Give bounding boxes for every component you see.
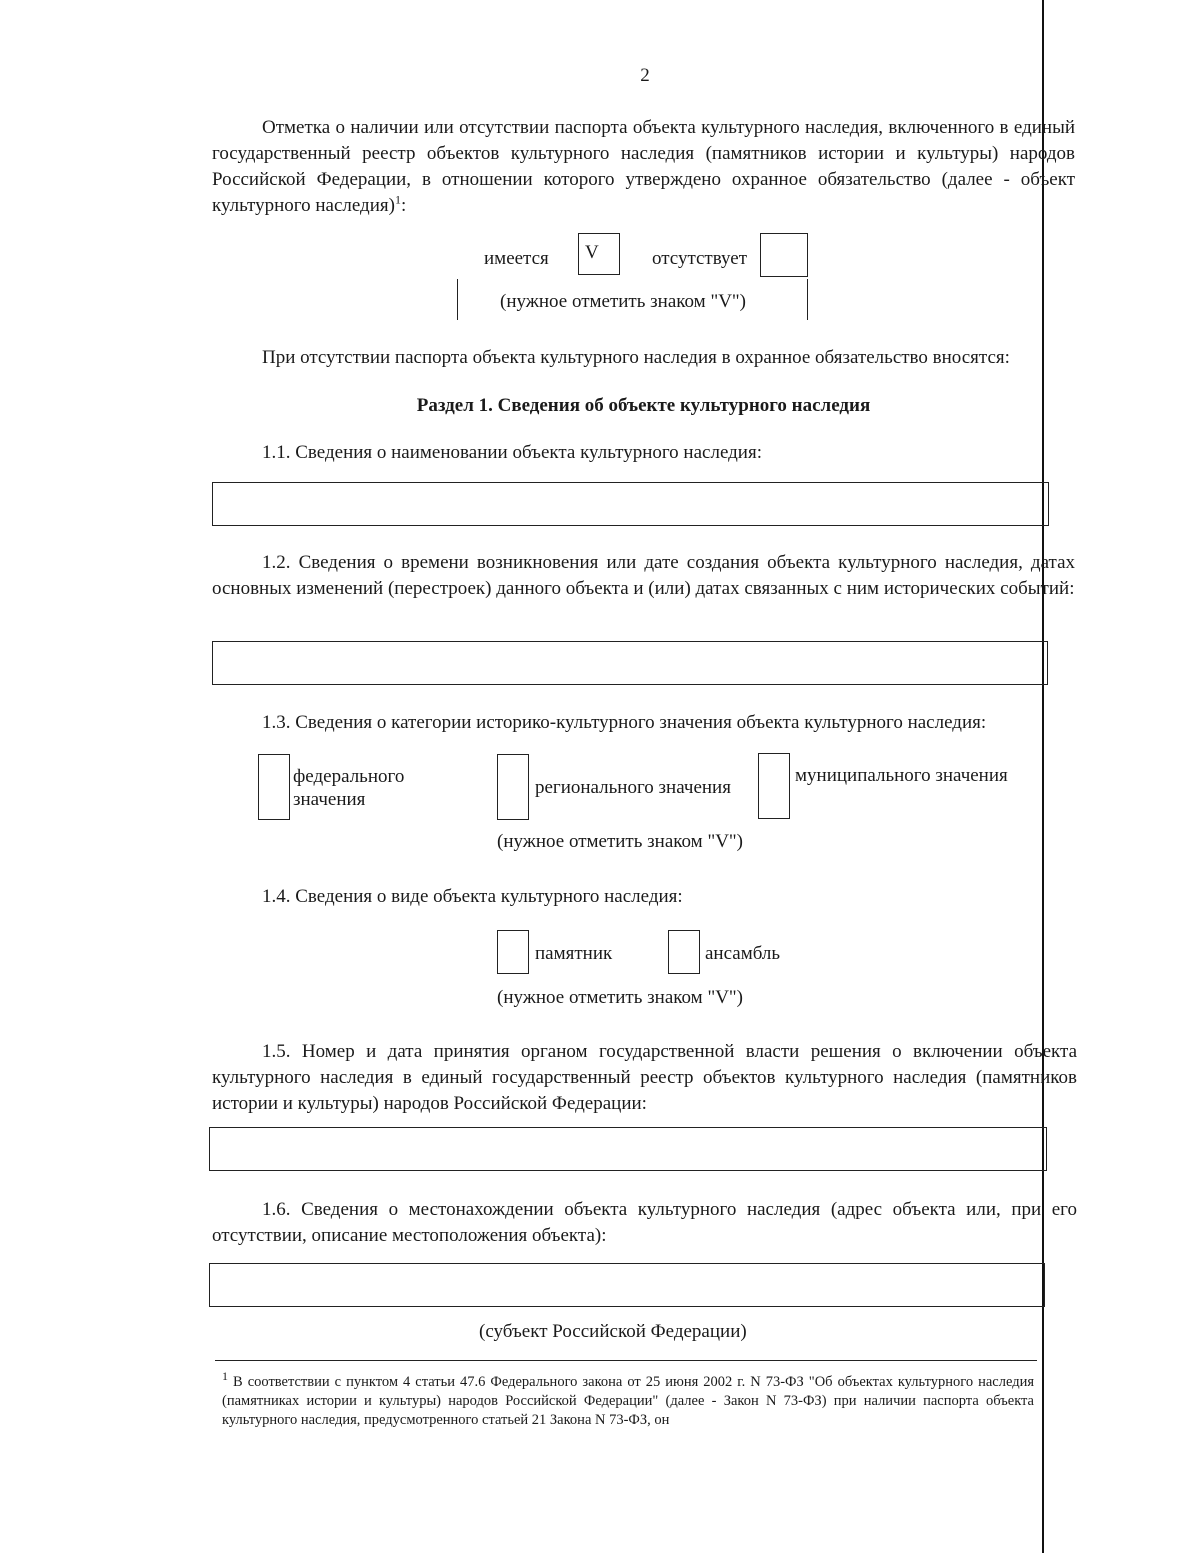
intro-text: Отметка о наличии или отсутствии паспорта объекта культурного наследия, включенного в единый государственный реестр объектов культурного наследия (памятников истории и культуры) народов Российской Федерации, в отношении которого утверждено охранное обязательство (далее - объект культурного наследия) (212, 117, 1075, 216)
intro-paragraph: Отметка о наличии или отсутствии паспорта объекта культурного наследия, включенного в единый государственный реестр объектов культурного наследия (памятников истории и культуры) народов Российской Федерации, в отношении которого утверждено охранное обязательство (далее - объект культурного наследия)$^1$: (212, 117, 1075, 216)
footnote (222, 1369, 1035, 1430)
hint-bracket-left (457, 279, 458, 320)
footnote-separator (215, 1360, 1037, 1361)
passport-absent-checkbox[interactable] (760, 233, 808, 277)
passport-hint: (нужное отметить знаком "V") (500, 291, 746, 312)
item-1-5-field[interactable] (209, 1127, 1047, 1171)
item-1-2-field[interactable] (212, 641, 1048, 685)
item-1-6-caption: (субъект Российской Федерации) (479, 1321, 747, 1342)
municipal-label: муниципального значения (795, 765, 1008, 786)
municipal-checkbox[interactable] (758, 753, 790, 819)
passport-present-label: имеется (484, 248, 549, 269)
scan-edge-line (1042, 0, 1044, 1553)
monument-checkbox[interactable] (497, 930, 529, 974)
footnote-ref: 1 (394, 192, 401, 207)
regional-checkbox[interactable] (497, 754, 529, 820)
item-1-4-text: 1.4. Сведения о виде объекта культурного наследия: (262, 886, 683, 907)
category-hint: (нужное отметить знаком "V") (497, 831, 743, 852)
item-1-6-field[interactable] (209, 1263, 1045, 1307)
regional-label: регионального значения (535, 777, 731, 798)
item-1-6-text: 1.6. Сведения о местонахождении объекта культурного наследия (адрес объекта или, при его отсутствии, описание местоположения объекта): (212, 1199, 1077, 1246)
item-1-1-text: 1.1. Сведения о наименовании объекта культурного наследия: (262, 442, 762, 463)
item-1-1-field[interactable] (212, 482, 1049, 526)
section-title: Раздел 1. Сведения об объекте культурного наследия (416, 395, 871, 416)
type-hint: (нужное отметить знаком "V") (497, 987, 743, 1008)
federal-label: федерального значения (293, 766, 405, 810)
footnote-marker: 1 (222, 1369, 228, 1384)
passport-absent-label: отсутствует (652, 248, 748, 269)
item-1-2-text: 1.2. Сведения о времени возникновения или дате создания объекта культурного наследия, датах основных изменений (перестроек) данного объекта и (или) датах связанных с ним исторических событий: (212, 552, 1075, 599)
hint-bracket-right (807, 279, 808, 320)
federal-checkbox[interactable] (258, 754, 290, 820)
passport-present-checkbox[interactable] (578, 233, 620, 275)
item-1-5-text: 1.5. Номер и дата принятия органом государственной власти решения о включении объекта культурного наследия в единый государственный реестр объектов культурного наследия (памятников истории и культуры) народов Российской Федерации: (212, 1041, 1077, 1114)
item-1-3-text: 1.3. Сведения о категории историко-культурного значения объекта культурного наследия: (262, 712, 987, 733)
ensemble-checkbox[interactable] (668, 930, 700, 974)
footnote-text: В соответствии с пунктом 4 статьи 47.6 Федерального закона от 25 июня 2002 г. N 73-ФЗ "Об объектах культурного наследия (памятниках истории и культуры) народов Российской Федерации" (далее - Закон N 73-ФЗ) при наличии паспорта объекта культурного наследия, предусмотренного статьей 21 Закона N 73-ФЗ, он (222, 1374, 1035, 1428)
ensemble-label: ансамбль (705, 943, 781, 964)
absence-note: При отсутствии паспорта объекта культурного наследия в охранное обязательство вносятся: (262, 347, 1010, 368)
monument-label: памятник (535, 943, 613, 964)
check-mark: V (585, 242, 599, 263)
page-number: 2 (640, 65, 650, 86)
